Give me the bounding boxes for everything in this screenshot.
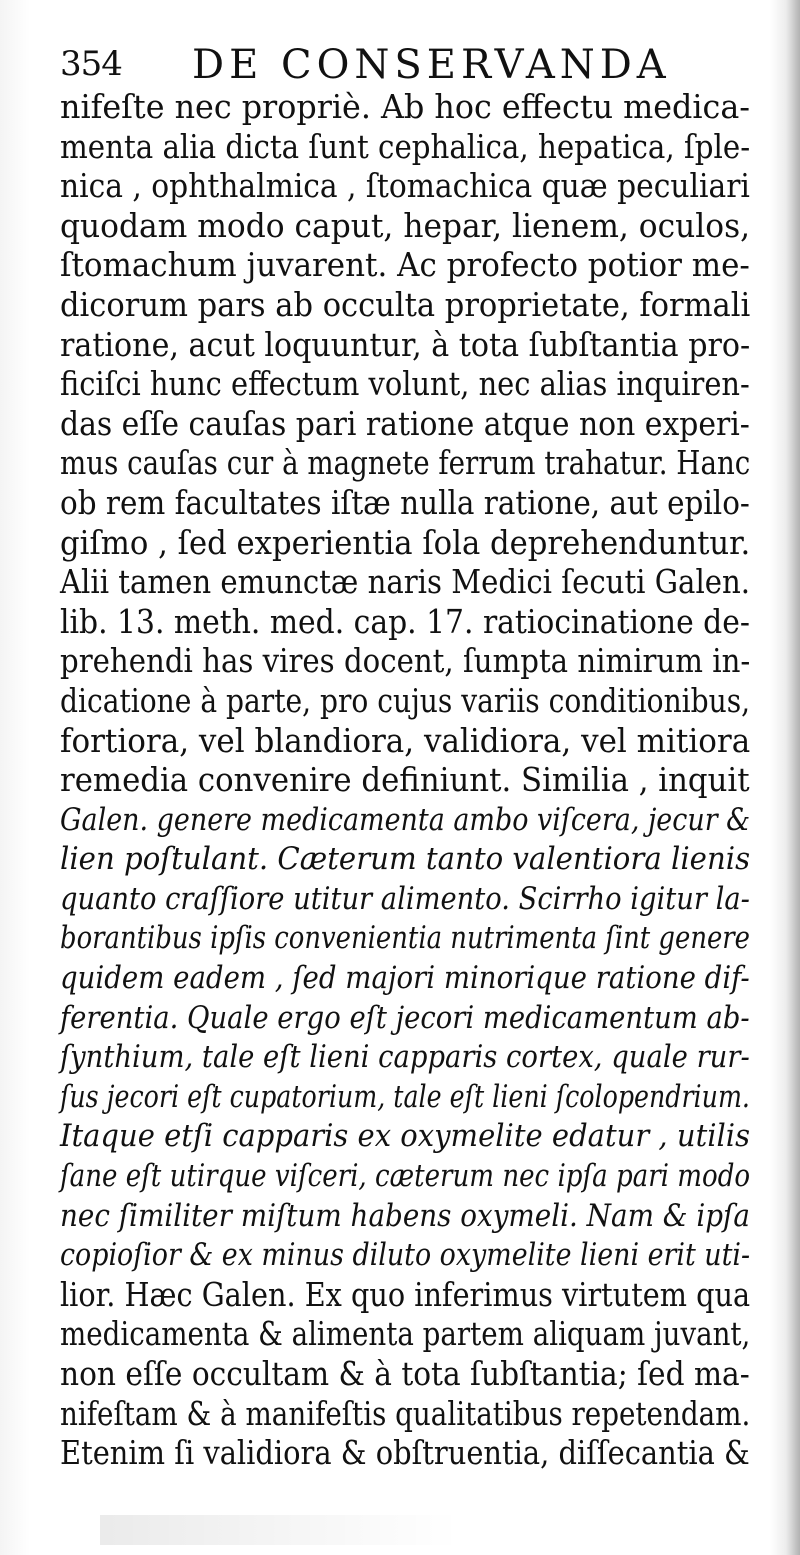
text-line: lior. Hæc Galen. Ex quo inferimus virtutem qua <box>60 1275 751 1314</box>
text-line: nica , ophthalmica , ſtomachica quæ peculiari <box>60 167 750 206</box>
text-line: menta alia dicta ſunt cephalica, hepatica, ſple- <box>60 127 751 166</box>
text-line: fortiora, vel blandiora, validiora, vel mitiora <box>60 721 751 760</box>
text-line-italic: Galen. genere medicamenta ambo viſcera, jecur & <box>60 802 751 838</box>
text-line: quodam modo caput, hepar, lienem, oculos, <box>60 206 751 245</box>
text-line-italic: nec ſimiliter miſtum habens oxymeli. Nam & ipſa <box>60 1198 750 1234</box>
text-line: Etenim ſi validiora & obſtruentia, diſſecantia & <box>60 1434 750 1473</box>
text-line: prehendi has vires docent, ſumpta nimirum in- <box>60 642 751 681</box>
text-line: das eſſe cauſas pari ratione atque non experi- <box>60 404 750 443</box>
text-line: non eſſe occultam & à tota ſubſtantia; ſed ma- <box>60 1355 750 1393</box>
text-line: dicatione à parte, pro cujus variis conditionibus, <box>60 681 751 720</box>
page-bottom-shade <box>100 1515 700 1545</box>
text-line-italic: borantibus ipſis convenientia nutrimenta ſint genere <box>60 921 751 957</box>
text-line: Alii tamen emunctæ naris Medici ſecuti Galen. <box>60 563 751 602</box>
text-line-italic: Itaque etſi capparis ex oxymelite edatur , utilis <box>60 1119 750 1155</box>
text-line: nifeſtam & à manifeſtis qualitatibus repetendam. <box>60 1394 751 1433</box>
text-line-italic: quanto craſſiore utitur alimento. Scirrho igitur la- <box>60 881 750 917</box>
text-line: ſtomachum juvarent. Ac profecto potior me- <box>60 246 750 285</box>
text-line-italic: copioſior & ex minus diluto oxymelite lieni erit uti- <box>60 1238 751 1274</box>
text-line: remedia convenire definiunt. Similia , inquit <box>60 761 750 800</box>
page-header <box>60 42 760 92</box>
page-edge-shadow <box>786 0 800 1555</box>
body-text <box>60 88 750 1474</box>
text-line-italic: quidem eadem , ſed majori minorique ratione dif- <box>60 961 750 997</box>
text-line-italic: ſane eſt utirque viſceri, cæterum nec ipſa pari modo <box>60 1159 751 1195</box>
text-line: giſmo , ſed experientia ſola deprehenduntur. <box>60 523 751 562</box>
page-number: 354 <box>60 44 122 84</box>
text-line-italic: lien poſtulant. Cæterum tanto valentiora lienis <box>60 842 751 878</box>
text-line: dicorum pars ab occulta proprietate, formali <box>60 285 751 324</box>
text-line-italic: ferentia. Quale ergo eſt jecori medicamentum ab- <box>60 1000 750 1036</box>
text-line-italic: ſynthium, tale eſt lieni capparis cortex, quale rur- <box>60 1040 750 1076</box>
text-line: ficiſci hunc effectum volunt, nec alias inquiren- <box>60 365 750 404</box>
text-line: ratione, acut loquuntur, à tota ſubſtantia pro- <box>60 325 751 364</box>
running-title: DE CONSERVANDA <box>192 42 671 88</box>
text-line: medicamenta & alimenta partem aliquam juvant, <box>60 1315 751 1354</box>
text-line: lib. 13. meth. med. cap. 17. ratiocinatione de- <box>60 602 750 641</box>
text-line: mus cauſas cur à magnete ferrum trahatur. Hanc <box>60 444 751 483</box>
text-line-italic: ſus jecori eſt cupatorium, tale eſt lieni ſcolopendrium. <box>60 1079 750 1115</box>
text-line: nifeſte nec propriè. Ab hoc effectu medica- <box>60 88 751 126</box>
text-line: ob rem facultates iſtæ nulla ratione, aut epilo- <box>60 483 750 522</box>
